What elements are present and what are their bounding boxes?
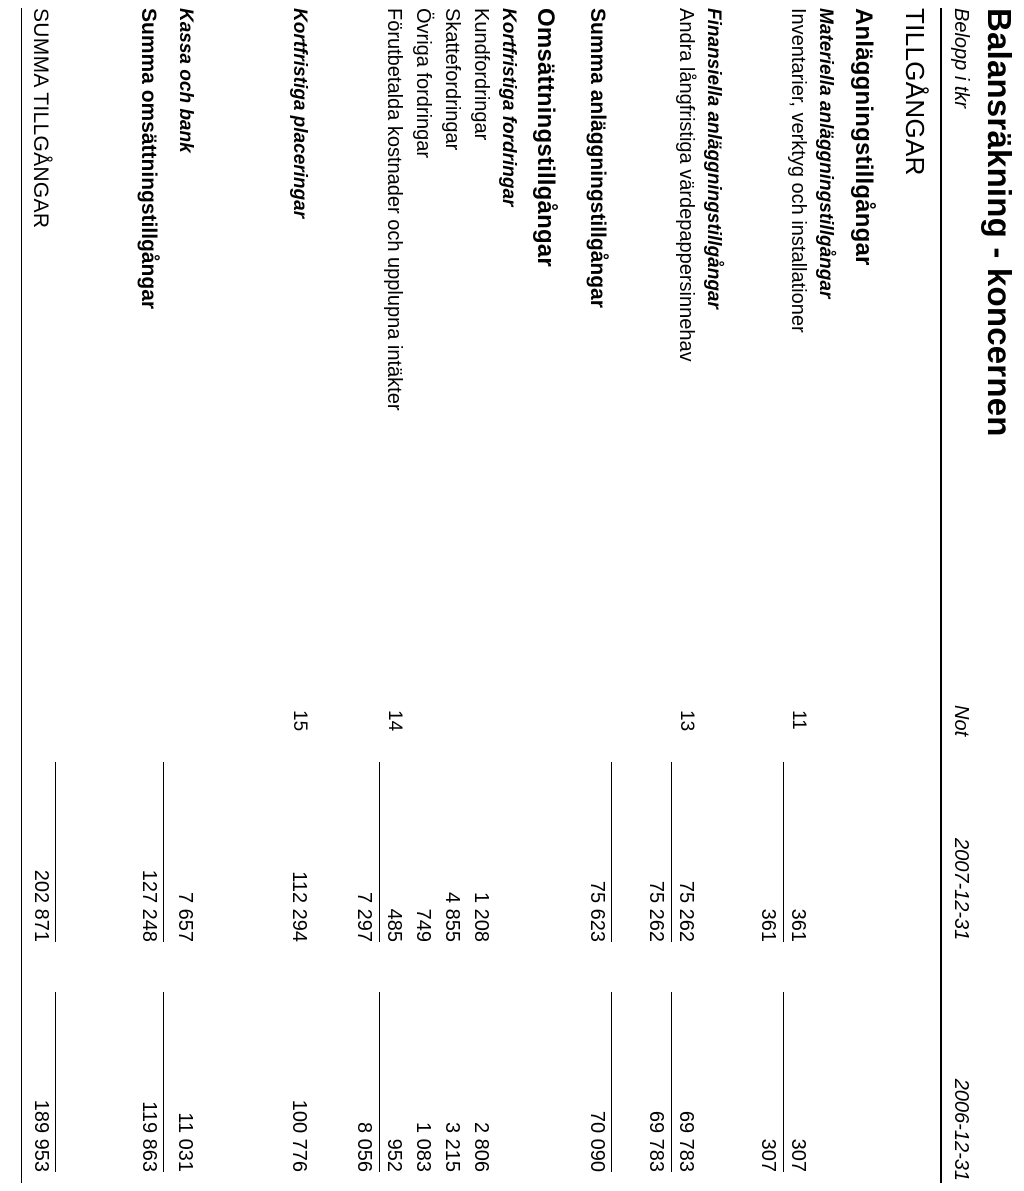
- subtotal-2007-fordringar: 7 297: [353, 891, 375, 942]
- column-2006-header: 2006-12-31: [950, 1078, 972, 1181]
- subtotal-2006-finansiella: 69 783: [645, 1110, 667, 1172]
- section-omsattningstillgangar: Omsättningstillgångar: [532, 8, 559, 267]
- row-value-2007-inventarier: 361: [787, 908, 809, 942]
- row-note-andra-langfristiga: 13: [676, 710, 697, 732]
- subtotal-2006-fordringar: 8 056: [353, 1121, 375, 1172]
- total-line-2006: [611, 992, 612, 1172]
- amount-unit-label: Belopp i tkr: [950, 8, 972, 109]
- total-line-2006: [163, 992, 164, 1172]
- row-value-2007-kortfristiga-placeringar: 112 294: [288, 871, 310, 942]
- subsection-finansiella: Finansiella anläggningstillgångar: [703, 8, 724, 309]
- row-label-andra-langfristiga: Andra långfristiga värdepappersinnehav: [675, 8, 697, 362]
- row-value-2007-kundfordringar: 1 208: [470, 891, 492, 942]
- row-value-2007-kassa: 7 657: [174, 891, 196, 942]
- grand-total-line-2006: [55, 992, 56, 1172]
- grand-total-line-2007: [55, 762, 56, 942]
- row-value-2007-forutbetalda: 485: [383, 908, 405, 942]
- row-note-kortfristiga-placeringar: 15: [289, 710, 310, 732]
- header-divider: [940, 8, 942, 1183]
- column-2007-header: 2007-12-31: [950, 838, 972, 941]
- row-label-summa-omsattning: Summa omsättningstillgångar: [137, 8, 160, 310]
- row-value-2006-kassa: 11 031: [174, 1112, 196, 1172]
- subtotal-2006-materiella: 307: [757, 1138, 779, 1172]
- subtotal-line-2007: [379, 762, 380, 942]
- row-value-2006-inventarier: 307: [787, 1138, 809, 1172]
- subtotal-line-2006: [783, 992, 784, 1172]
- row-value-2006-skattefordringar: 3 215: [441, 1121, 463, 1172]
- row-label-summa-tillgangar: SUMMA TILLGÅNGAR: [29, 8, 52, 229]
- subtotal-2007-materiella: 361: [757, 908, 779, 942]
- subtotal-line-2006: [379, 992, 380, 1172]
- row-note-inventarier: 11: [788, 710, 809, 730]
- row-value-2007-summa-tillgangar: 202 871: [30, 869, 52, 942]
- page-title: Balansräkning - koncernen: [981, 8, 1018, 437]
- subsection-kortfristiga-fordringar: Kortfristiga fordringar: [498, 8, 519, 207]
- row-value-2007-summa-anlaggning: 75 623: [586, 880, 608, 942]
- total-line-2007: [611, 762, 612, 942]
- row-note-forutbetalda: 14: [384, 710, 405, 732]
- row-value-2006-andra-langfristiga: 69 783: [675, 1110, 697, 1172]
- subtotal-line-2007: [671, 762, 672, 942]
- row-label-inventarier: Inventarier, verktyg och installationer: [787, 8, 809, 333]
- subtotal-line-2007: [783, 762, 784, 942]
- total-line-2007: [163, 762, 164, 942]
- row-label-skattefordringar: Skattefordringar: [441, 8, 463, 151]
- row-value-2006-summa-omsattning: 119 863: [138, 1101, 160, 1172]
- row-value-2007-summa-omsattning: 127 248: [138, 869, 160, 942]
- row-label-kundfordringar: Kundfordringar: [470, 8, 492, 141]
- row-value-2006-kundfordringar: 2 806: [470, 1121, 492, 1172]
- row-label-kassa-och-bank: Kassa och bank: [175, 8, 196, 153]
- section-tillgangar: TILLGÅNGAR: [900, 8, 930, 176]
- section-anlaggningstillgangar: Anläggningstillgångar: [850, 8, 877, 266]
- row-label-forutbetalda: Förutbetalda kostnader och upplupna intäkter: [383, 8, 405, 411]
- subtotal-line-2006: [671, 992, 672, 1172]
- row-value-2007-ovriga-fordringar: 749: [412, 908, 434, 942]
- row-value-2006-ovriga-fordringar: 1 083: [412, 1121, 434, 1172]
- row-value-2007-andra-langfristiga: 75 262: [675, 880, 697, 942]
- row-label-summa-anlaggning: Summa anläggningstillgångar: [586, 8, 609, 308]
- row-value-2006-kortfristiga-placeringar: 100 776: [288, 1099, 310, 1172]
- subsection-materiella: Materiella anläggningstillgångar: [815, 8, 836, 299]
- row-value-2006-forutbetalda: 952: [383, 1138, 405, 1172]
- row-label-ovriga-fordringar: Övriga fordringar: [412, 8, 434, 159]
- row-value-2006-summa-anlaggning: 70 090: [586, 1110, 608, 1172]
- row-value-2007-skattefordringar: 4 855: [441, 891, 463, 942]
- note-column-header: Not: [950, 705, 972, 737]
- row-label-kortfristiga-placeringar: Kortfristiga placeringar: [289, 8, 310, 219]
- row-value-2006-summa-tillgangar: 189 953: [30, 1099, 52, 1172]
- bottom-rule: [21, 8, 22, 1183]
- subtotal-2007-finansiella: 75 262: [645, 880, 667, 942]
